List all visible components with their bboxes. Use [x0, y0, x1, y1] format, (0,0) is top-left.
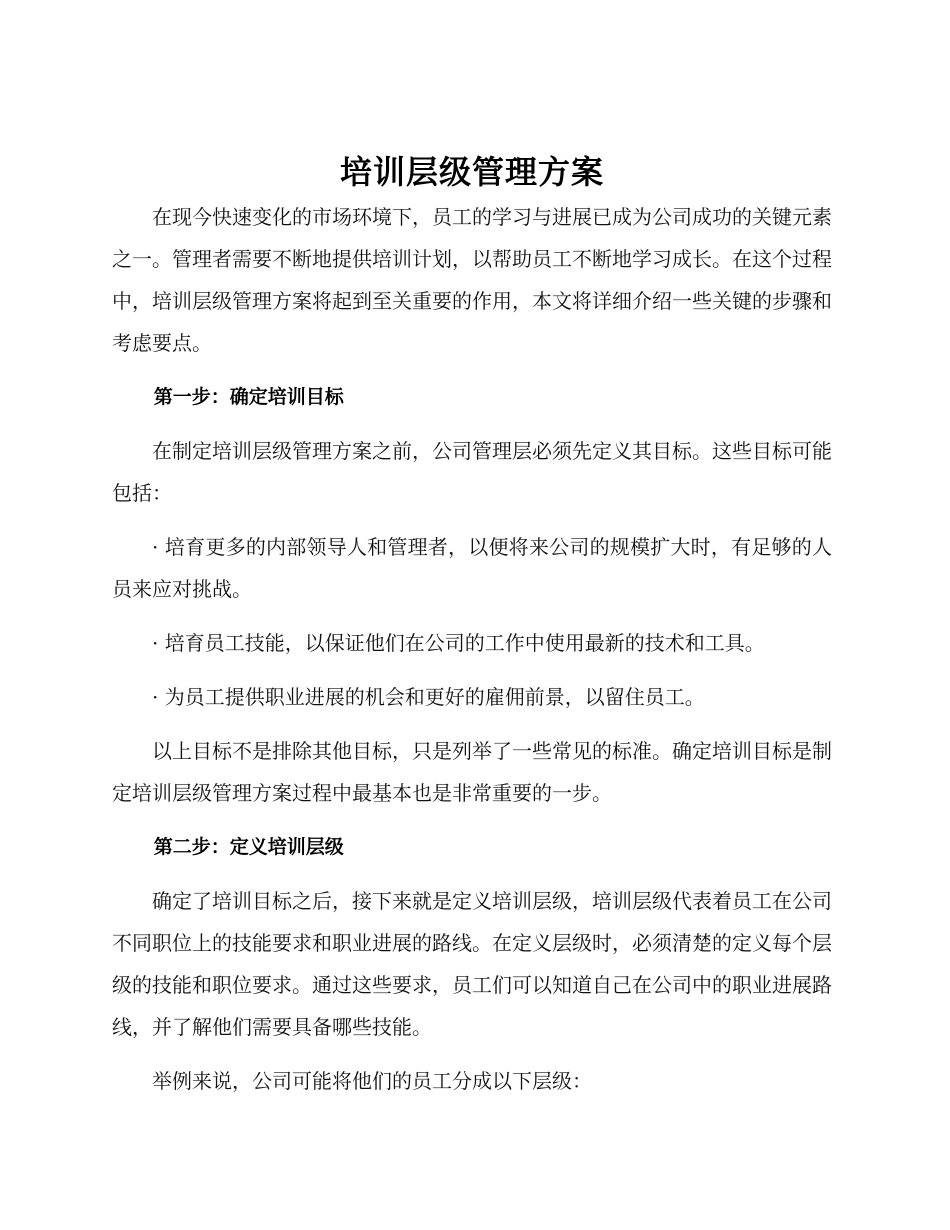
step2-example-lead: 举例来说，公司可能将他们的员工分成以下层级： — [152, 1069, 592, 1093]
step1-lead-paragraph: 在制定培训层级管理方案之前，公司管理层必须先定义其目标。这些目标可能包括： — [112, 439, 832, 505]
step1-heading: 第一步：确定培训目标 — [153, 386, 344, 408]
step1-closing-paragraph: 以上目标不是排除其他目标，只是列举了一些常见的标准。确定培训目标是制定培训层级管理方案过程中最基本也是非常重要的一步。 — [112, 739, 832, 805]
step2-heading: 第二步：定义培训层级 — [153, 836, 344, 858]
document-title: 培训层级管理方案 — [339, 153, 604, 191]
step1-bullet-2: · 培育员工技能，以保证他们在公司的工作中使用最新的技术和工具。 — [152, 631, 765, 655]
step1-bullet-1: · 培育更多的内部领导人和管理者，以便将来公司的规模扩大时，有足够的人员来应对挑战。 — [112, 535, 832, 601]
document-body — [112, 148, 832, 1102]
intro-paragraph: 在现今快速变化的市场环境下，员工的学习与进展已成为公司成功的关键元素之一。管理者需要不断地提供培训计划，以帮助员工不断地学习成长。在这个过程中，培训层级管理方案将起到至关重要的作用，本文将详细介绍一些关键的步骤和考虑要点。 — [112, 205, 832, 355]
step1-bullet-3: · 为员工提供职业进展的机会和更好的雇佣前景，以留住员工。 — [152, 685, 705, 709]
step2-body-paragraph: 确定了培训目标之后，接下来就是定义培训层级，培训层级代表着员工在公司不同职位上的技能要求和职业进展的路线。在定义层级时，必须清楚的定义每个层级的技能和职位要求。通过这些要求，员工们可以知道自己在公司中的职业进展路线，并了解他们需要具备哪些技能。 — [112, 889, 832, 1039]
